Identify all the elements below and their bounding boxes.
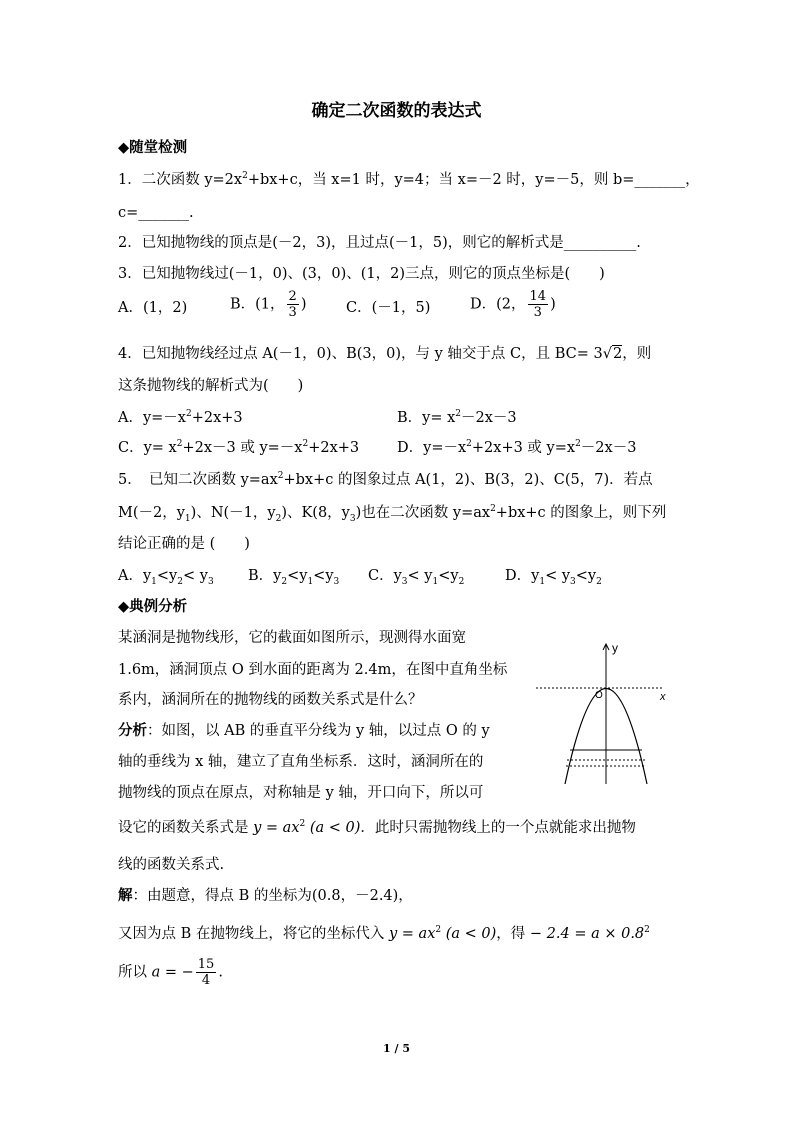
analysis-line-5: 线的函数关系式. — [118, 857, 225, 873]
question-5-line-2: M(－2，$y_1$)、N(－1，$y_2$)、K(8，$y_3$)也在二次函数 $y=ax^2+bx+c$ 的图象上，则下列 — [118, 504, 667, 524]
question-3-stem: 3．已知抛物线过(－1，0)、(3，0)、(1，2)三点，则它的顶点坐标是( ) — [118, 266, 605, 282]
question-4-option-c: C．$y= x^2+2x-3$ 或 $y=-x^2+2x+3$ — [118, 439, 360, 456]
analysis-line-4: 设它的函数关系式是 $y = ax^2$ (a < 0)．此时只需抛物线上的一个点就能求出抛物 — [118, 819, 636, 836]
analysis-line-2: 轴的垂线为 x 轴，建立了直角坐标系．这时，涵洞所在的 — [118, 754, 484, 770]
solution-label: 解 — [118, 887, 133, 904]
page-title: 确定二次函数的表达式 — [311, 101, 482, 121]
analysis-label: 分析 — [118, 722, 147, 739]
question-5-option-c: C．$y_3< y_1<y_2$ — [368, 568, 465, 587]
origin-label: O — [595, 690, 603, 701]
culvert-parabola-figure — [534, 638, 684, 788]
question-4-option-a: A．$y=-x^2+2x+3$ — [118, 409, 243, 426]
section-heading-example: ◆典例分析 — [118, 598, 188, 615]
question-4-line-2: 这条抛物线的解析式为( ) — [118, 378, 304, 394]
solution-line-2: 又因为点 B 在抛物线上，将它的坐标代入 $y = ax^2$ (a < 0)，得 − $2.4 = a \times 0.8^2$ — [118, 925, 650, 942]
example-line-3: 系内，涵洞所在的抛物线的函数关系式是什么？ — [118, 692, 423, 708]
x-axis-label: x — [660, 691, 666, 703]
question-4-line-1: 4．已知抛物线经过点 A(－1，0)、B(3，0)，与 y 轴交于点 C，且 BC= 3√2，则 — [118, 346, 652, 362]
question-3-option-b: B．(1， $\frac{2}{3}$ ) — [230, 289, 307, 320]
page-number: 1 / 5 — [383, 1042, 410, 1055]
analysis-line-1: 分析：如图，以 AB 的垂直平分线为 y 轴，以过点 O 的 y — [118, 722, 490, 739]
example-line-2: 1.6m，涵洞顶点 O 到水面的距离为 2.4m，在图中直角坐标 — [118, 662, 508, 678]
question-1-line-2: c=_______. — [118, 205, 194, 221]
solution-line-3: 所以 a = − $\frac{15}{4}$ . — [118, 957, 223, 988]
question-5-option-a: A．$y_1<y_2< y_3$ — [118, 568, 214, 587]
analysis-line-3: 抛物线的顶点在原点，对称轴是 y 轴，开口向下，所以可 — [118, 785, 484, 801]
question-3-option-a: A．(1，2) — [118, 300, 188, 316]
question-5-line-3: 结论正确的是 ( ) — [118, 536, 250, 552]
question-1-line-1: 1．二次函数 $y=2x^2+bx+c$，当 x=1 时，y=4；当 x=－2 时，y=－5，则 b=_______， — [118, 171, 700, 188]
question-2: 2．已知抛物线的顶点是(－2，3)，且过点(－1，5)，则它的解析式是__________. — [118, 235, 641, 251]
question-3-option-c: C．(－1，5) — [346, 300, 431, 316]
question-4-option-b: B．$y= x^2-2x-3$ — [397, 409, 517, 426]
solution-line-1: 解：由题意，得点 B 的坐标为(0.8，－2.4)， — [118, 887, 413, 904]
y-axis-label: y — [612, 641, 618, 655]
question-5-line-1: 5． 已知二次函数 $y=ax^2+bx+c$ 的图象过点 A(1，2)、B(3，2)、C(5，7)．若点 — [118, 471, 653, 488]
question-4-option-d: D．$y=-x^2+2x+3$ 或 $y=x^2-2x-3$ — [397, 439, 637, 456]
question-3-option-d: D．(2， $\frac{14}{3}$ ) — [470, 289, 556, 320]
example-line-1: 某涵洞是抛物线形，它的截面如图所示，现测得水面宽 — [118, 630, 466, 646]
question-5-option-b: B．$y_2<y_1<y_3$ — [248, 568, 340, 587]
question-5-option-d: D．$y_1< y_3<y_2$ — [505, 568, 602, 587]
section-heading-practice: ◆随堂检测 — [118, 139, 188, 156]
